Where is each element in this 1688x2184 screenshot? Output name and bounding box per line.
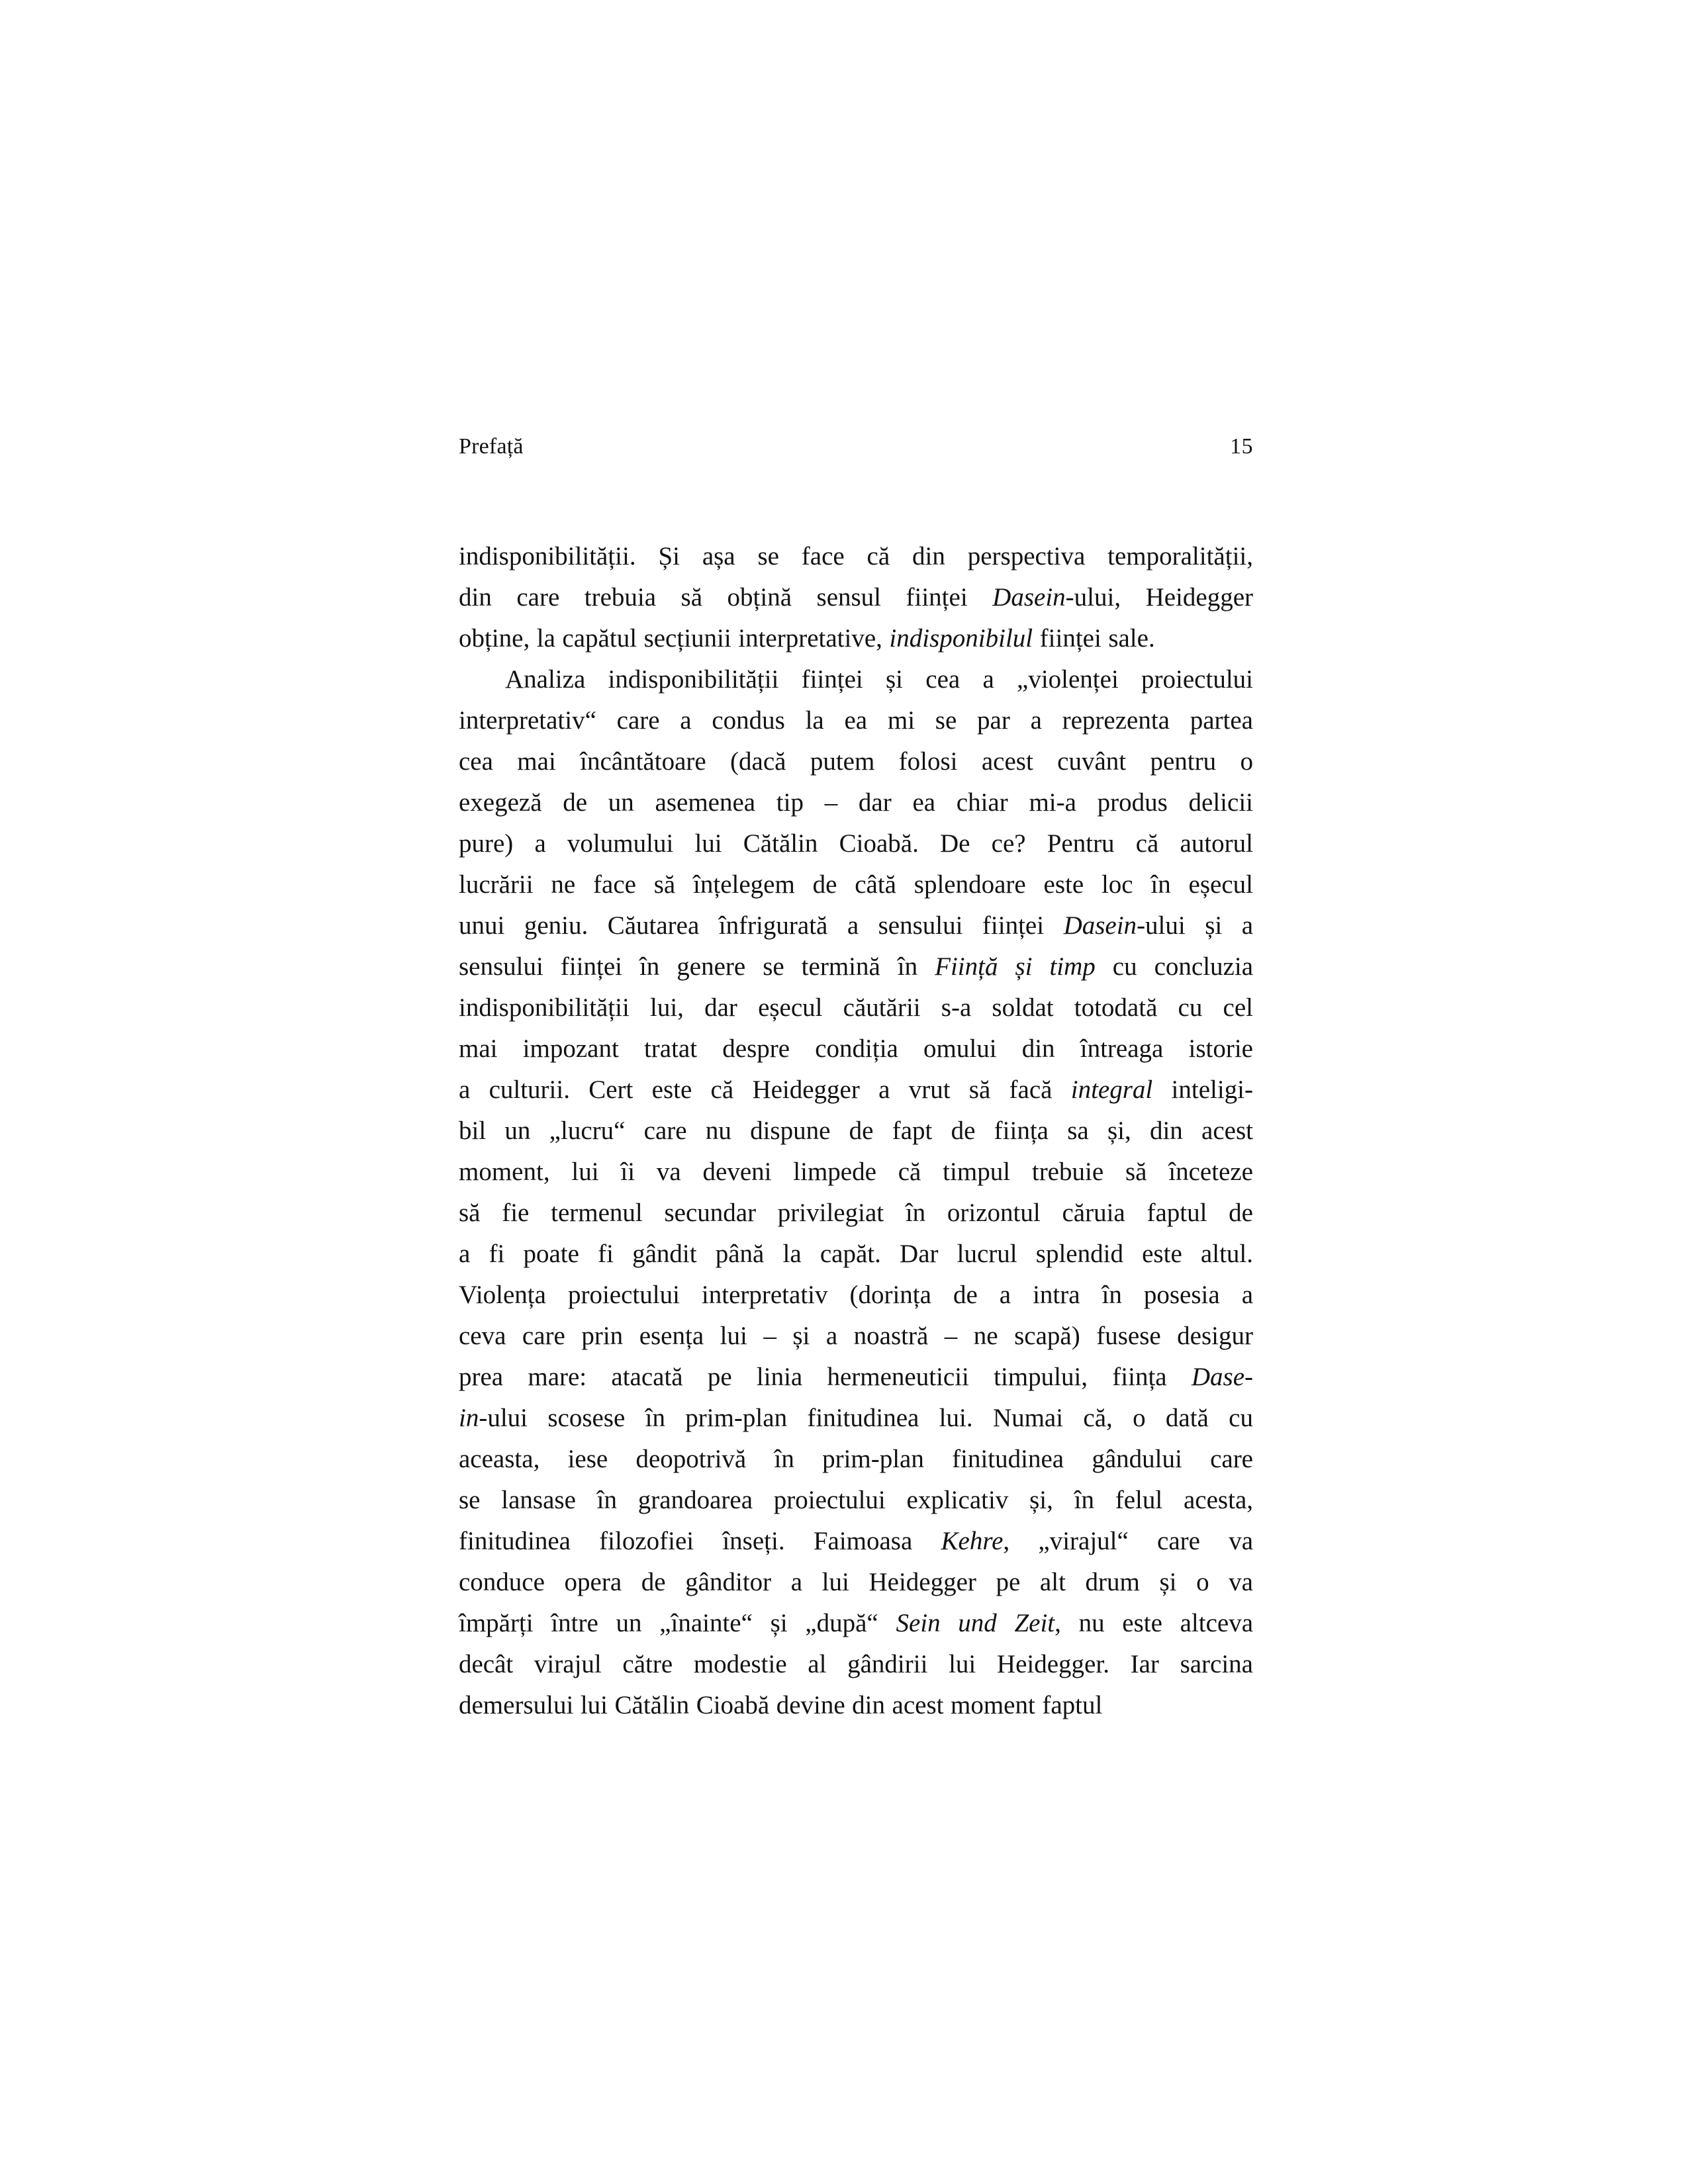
text-line	[459, 741, 1253, 782]
text-line	[459, 1398, 1253, 1439]
text-line	[459, 1480, 1253, 1521]
text-run: cea mai încântătoare (dacă putem folosi acest cuvânt pentru o	[459, 747, 1253, 776]
running-header-title: Prefață	[459, 434, 524, 459]
italic-text-run: Dasein	[992, 583, 1066, 612]
text-run: să fie termenul secundar privilegiat în orizontul căruia faptul de	[459, 1199, 1253, 1227]
text-run: exegeză de un asemenea tip – dar ea chiar mi-a produs delicii	[459, 788, 1253, 817]
paragraph	[459, 659, 1253, 1726]
text-line	[459, 1152, 1253, 1193]
text-run: se lansase în grandoarea proiectului explicativ și, în felul acesta,	[459, 1486, 1253, 1514]
text-run: lucrării ne face să înțelegem de câtă splendoare este loc în eșecul	[459, 870, 1253, 899]
text-line	[459, 1357, 1253, 1398]
text-run: -ului scosese în prim-plan finitudinea lui. Numai că, o dată cu	[479, 1404, 1253, 1432]
text-run: prea mare: atacată pe linia hermeneuticii timpului, ființa	[459, 1363, 1192, 1391]
italic-text-run: indisponibilul	[889, 624, 1033, 653]
text-run: obține, la capătul secțiunii interpretative,	[459, 624, 890, 653]
text-run: decât virajul către modestie al gândirii lui Heidegger. Iar sarcina	[459, 1650, 1253, 1678]
text-line	[459, 700, 1253, 741]
text-run: interpretativ“ care a condus la ea mi se par a reprezenta partea	[459, 706, 1253, 735]
italic-text-run: in	[459, 1404, 479, 1432]
text-line	[459, 905, 1253, 946]
text-line	[459, 1521, 1253, 1562]
text-line	[459, 659, 1253, 700]
text-line	[459, 1439, 1253, 1480]
text-line	[459, 577, 1253, 618]
text-line	[459, 1028, 1253, 1069]
text-line	[459, 1234, 1253, 1275]
text-run: ființei sale.	[1033, 624, 1155, 653]
text-run: inteligi-	[1152, 1075, 1253, 1104]
text-run: conduce opera de gânditor a lui Heidegger pe alt drum și o va	[459, 1568, 1253, 1596]
text-run: pure) a volumului lui Cătălin Cioabă. De ce? Pentru că autorul	[459, 829, 1253, 858]
text-run: ceva care prin esența lui – și a noastră – ne scapă) fusese desigur	[459, 1322, 1253, 1350]
text-run: Violența proiectului interpretativ (dorința de a intra în posesia a	[459, 1281, 1253, 1309]
italic-text-run: Sein und Zeit	[896, 1609, 1055, 1637]
text-run: , „virajul“ care va	[1003, 1527, 1254, 1555]
text-line	[459, 782, 1253, 823]
text-run: unui geniu. Căutarea înfrigurată a sensului ființei	[459, 911, 1064, 940]
text-run: indisponibilității. Și așa se face că din perspectiva temporalității,	[459, 542, 1253, 570]
running-header	[459, 433, 1253, 460]
text-line	[459, 1275, 1253, 1316]
text-line	[459, 1603, 1253, 1644]
text-line	[459, 1685, 1253, 1726]
text-line	[459, 1193, 1253, 1234]
text-line	[459, 864, 1253, 905]
italic-text-run: Ființă și timp	[935, 952, 1096, 981]
text-line	[459, 536, 1253, 577]
text-line	[459, 618, 1253, 659]
text-run: a fi poate fi gândit până la capăt. Dar lucrul splendid este altul.	[459, 1240, 1253, 1268]
text-line	[459, 987, 1253, 1028]
italic-text-run: Kehre	[941, 1527, 1004, 1555]
text-line	[459, 1562, 1253, 1603]
text-run: finitudinea filozofiei înseți. Faimoasa	[459, 1527, 941, 1555]
text-line	[459, 1316, 1253, 1357]
text-run: -ului, Heidegger	[1065, 583, 1254, 612]
page-number: 15	[1230, 434, 1253, 459]
text-run: Analiza indisponibilității ființei și cea a „violenței proiectului	[505, 665, 1253, 694]
text-line	[459, 1111, 1253, 1152]
text-run: a culturii. Cert este că Heidegger a vrut să facă	[459, 1075, 1071, 1104]
text-run: bil un „lucru“ care nu dispune de fapt de ființa sa și, din acest	[459, 1116, 1253, 1145]
text-run: -ului și a	[1137, 911, 1254, 940]
text-run: împărți între un „înainte“ și „după“	[459, 1609, 896, 1637]
paragraph	[459, 536, 1253, 659]
text-line	[459, 946, 1253, 987]
italic-text-run: Dase-	[1191, 1363, 1253, 1391]
text-run: demersului lui Cătălin Cioabă devine din acest moment faptul	[459, 1691, 1103, 1719]
italic-text-run: Dasein	[1063, 911, 1137, 940]
text-run: cu concluzia	[1095, 952, 1254, 981]
text-run: moment, lui îi va deveni limpede că timpul trebuie să înceteze	[459, 1158, 1253, 1186]
body-text-block	[459, 536, 1253, 1726]
text-run: sensului ființei în genere se termină în	[459, 952, 935, 981]
text-line	[459, 1069, 1253, 1111]
text-run: , nu este altceva	[1055, 1609, 1253, 1637]
text-run: din care trebuia să obțină sensul ființei	[459, 583, 993, 612]
italic-text-run: integral	[1070, 1075, 1153, 1104]
text-line	[459, 823, 1253, 864]
text-run: aceasta, iese deopotrivă în prim-plan finitudinea gândului care	[459, 1445, 1253, 1473]
text-line	[459, 1644, 1253, 1685]
text-run: mai impozant tratat despre condiția omului din întreaga istorie	[459, 1034, 1253, 1063]
text-run: indisponibilității lui, dar eșecul căutării s-a soldat totodată cu cel	[459, 993, 1253, 1022]
